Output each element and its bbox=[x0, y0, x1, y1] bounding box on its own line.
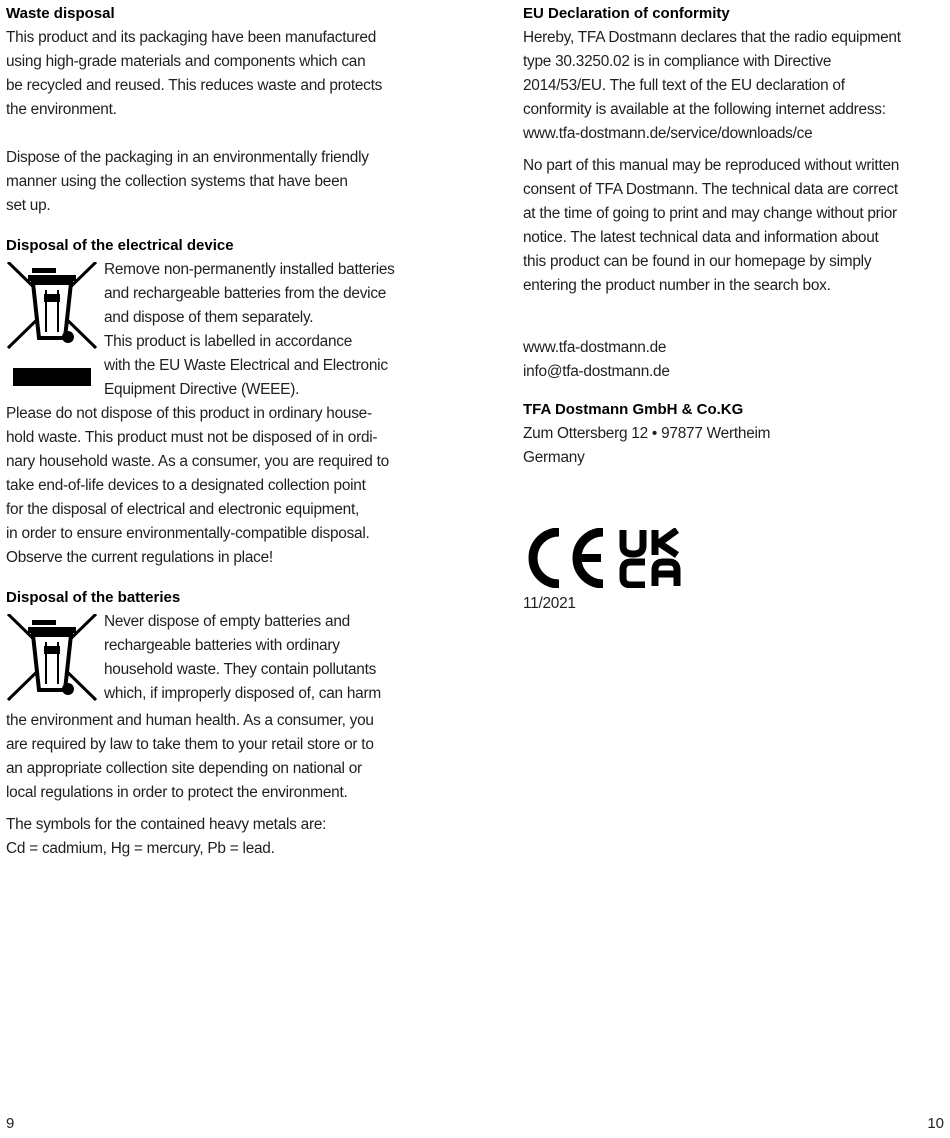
electrical-line: take end-of-life devices to a designated collection point bbox=[6, 477, 366, 494]
beside-icon-line: Remove non-permanently installed batteries bbox=[104, 261, 395, 278]
conformity-marks bbox=[523, 528, 948, 616]
notice-line: this product can be found in our homepage by simply bbox=[523, 253, 872, 270]
packaging-line: manner using the collection systems that have been bbox=[6, 173, 348, 190]
waste-line: This product and its packaging have been manufactured bbox=[6, 29, 377, 46]
beside-icon-line: household waste. They contain pollutants bbox=[104, 661, 377, 678]
batteries-line: the environment and human health. As a consumer, you bbox=[6, 712, 374, 729]
heavy-metals-line: The symbols for the contained heavy metals are: bbox=[6, 816, 327, 833]
ukca-mark-icon bbox=[619, 528, 681, 588]
electrical-line: in order to ensure environmentally-compatible disposal. bbox=[6, 525, 370, 542]
left-column bbox=[6, 4, 436, 861]
electrical-line: for the disposal of electrical and electronic equipment, bbox=[6, 501, 360, 518]
eu-declaration-section bbox=[523, 4, 948, 298]
batteries-section bbox=[6, 588, 436, 861]
beside-icon-line: rechargeable batteries with ordinary bbox=[104, 637, 340, 654]
electrical-line: Observe the current regulations in place! bbox=[6, 549, 273, 566]
waste-disposal-section bbox=[6, 4, 436, 218]
declaration-line: Hereby, TFA Dostmann declares that the radio equipment bbox=[523, 29, 901, 46]
notice-line: consent of TFA Dostmann. The technical data are correct bbox=[523, 181, 898, 198]
beside-icon-line: which, if improperly disposed of, can harm bbox=[104, 685, 381, 702]
electrical-device-section bbox=[6, 236, 436, 570]
beside-icon-line: and rechargeable batteries from the device bbox=[104, 285, 387, 302]
electrical-line: Please do not dispose of this product in ordinary house- bbox=[6, 405, 372, 422]
crossed-out-wheelie-bin-icon bbox=[6, 614, 98, 704]
heavy-metals-line: Cd = cadmium, Hg = mercury, Pb = lead. bbox=[6, 840, 275, 857]
packaging-line: set up. bbox=[6, 197, 51, 214]
right-column bbox=[523, 4, 948, 616]
declaration-line: 2014/53/EU. The full text of the EU declaration of bbox=[523, 77, 845, 94]
email-link[interactable]: info@tfa-dostmann.de bbox=[523, 363, 670, 380]
weee-symbol bbox=[6, 262, 98, 391]
packaging-line: Dispose of the packaging in an environmentally friendly bbox=[6, 149, 369, 166]
waste-line: be recycled and reused. This reduces waste and protects bbox=[6, 77, 383, 94]
waste-disposal-heading: Waste disposal bbox=[6, 5, 115, 22]
notice-line: No part of this manual may be reproduced without written bbox=[523, 157, 900, 174]
company-name: TFA Dostmann GmbH & Co.KG bbox=[523, 401, 744, 418]
beside-icon-line: with the EU Waste Electrical and Electronic bbox=[104, 357, 388, 374]
declaration-line: conformity is available at the following internet address: bbox=[523, 101, 886, 118]
batteries-line: an appropriate collection site depending on national or bbox=[6, 760, 362, 777]
electrical-line: nary household waste. As a consumer, you are required to bbox=[6, 453, 389, 470]
declaration-url: www.tfa-dostmann.de/service/downloads/ce bbox=[523, 125, 813, 142]
website-link[interactable]: www.tfa-dostmann.de bbox=[523, 339, 667, 356]
company-address: Zum Ottersberg 12 • 97877 Wertheim bbox=[523, 425, 771, 442]
electrical-device-heading: Disposal of the electrical device bbox=[6, 237, 234, 254]
battery-symbol bbox=[6, 614, 98, 709]
waste-line: the environment. bbox=[6, 101, 117, 118]
beside-icon-line: and dispose of them separately. bbox=[104, 309, 314, 326]
notice-line: notice. The latest technical data and information about bbox=[523, 229, 879, 246]
batteries-line: are required by law to take them to your retail store or to bbox=[6, 736, 374, 753]
company-section bbox=[523, 400, 948, 470]
notice-line: at the time of going to print and may change without prior bbox=[523, 205, 897, 222]
company-country: Germany bbox=[523, 449, 585, 466]
eu-declaration-heading: EU Declaration of conformity bbox=[523, 5, 730, 22]
batteries-heading: Disposal of the batteries bbox=[6, 589, 181, 606]
page-number-left: 9 bbox=[6, 1115, 15, 1132]
ce-mark-icon bbox=[523, 528, 607, 588]
contact-section bbox=[523, 336, 948, 384]
batteries-line: local regulations in order to protect the environment. bbox=[6, 784, 348, 801]
beside-icon-line: Never dispose of empty batteries and bbox=[104, 613, 350, 630]
beside-icon-line: This product is labelled in accordance bbox=[104, 333, 353, 350]
waste-line: using high-grade materials and components which can bbox=[6, 53, 366, 70]
beside-icon-line: Equipment Directive (WEEE). bbox=[104, 381, 300, 398]
page-number-right: 10 bbox=[927, 1115, 944, 1132]
notice-line: entering the product number in the search box. bbox=[523, 277, 831, 294]
crossed-out-wheelie-bin-icon bbox=[6, 262, 98, 386]
issue-date: 11/2021 bbox=[523, 595, 576, 612]
electrical-line: hold waste. This product must not be disposed of in ordi- bbox=[6, 429, 378, 446]
declaration-line: type 30.3250.02 is in compliance with Directive bbox=[523, 53, 832, 70]
